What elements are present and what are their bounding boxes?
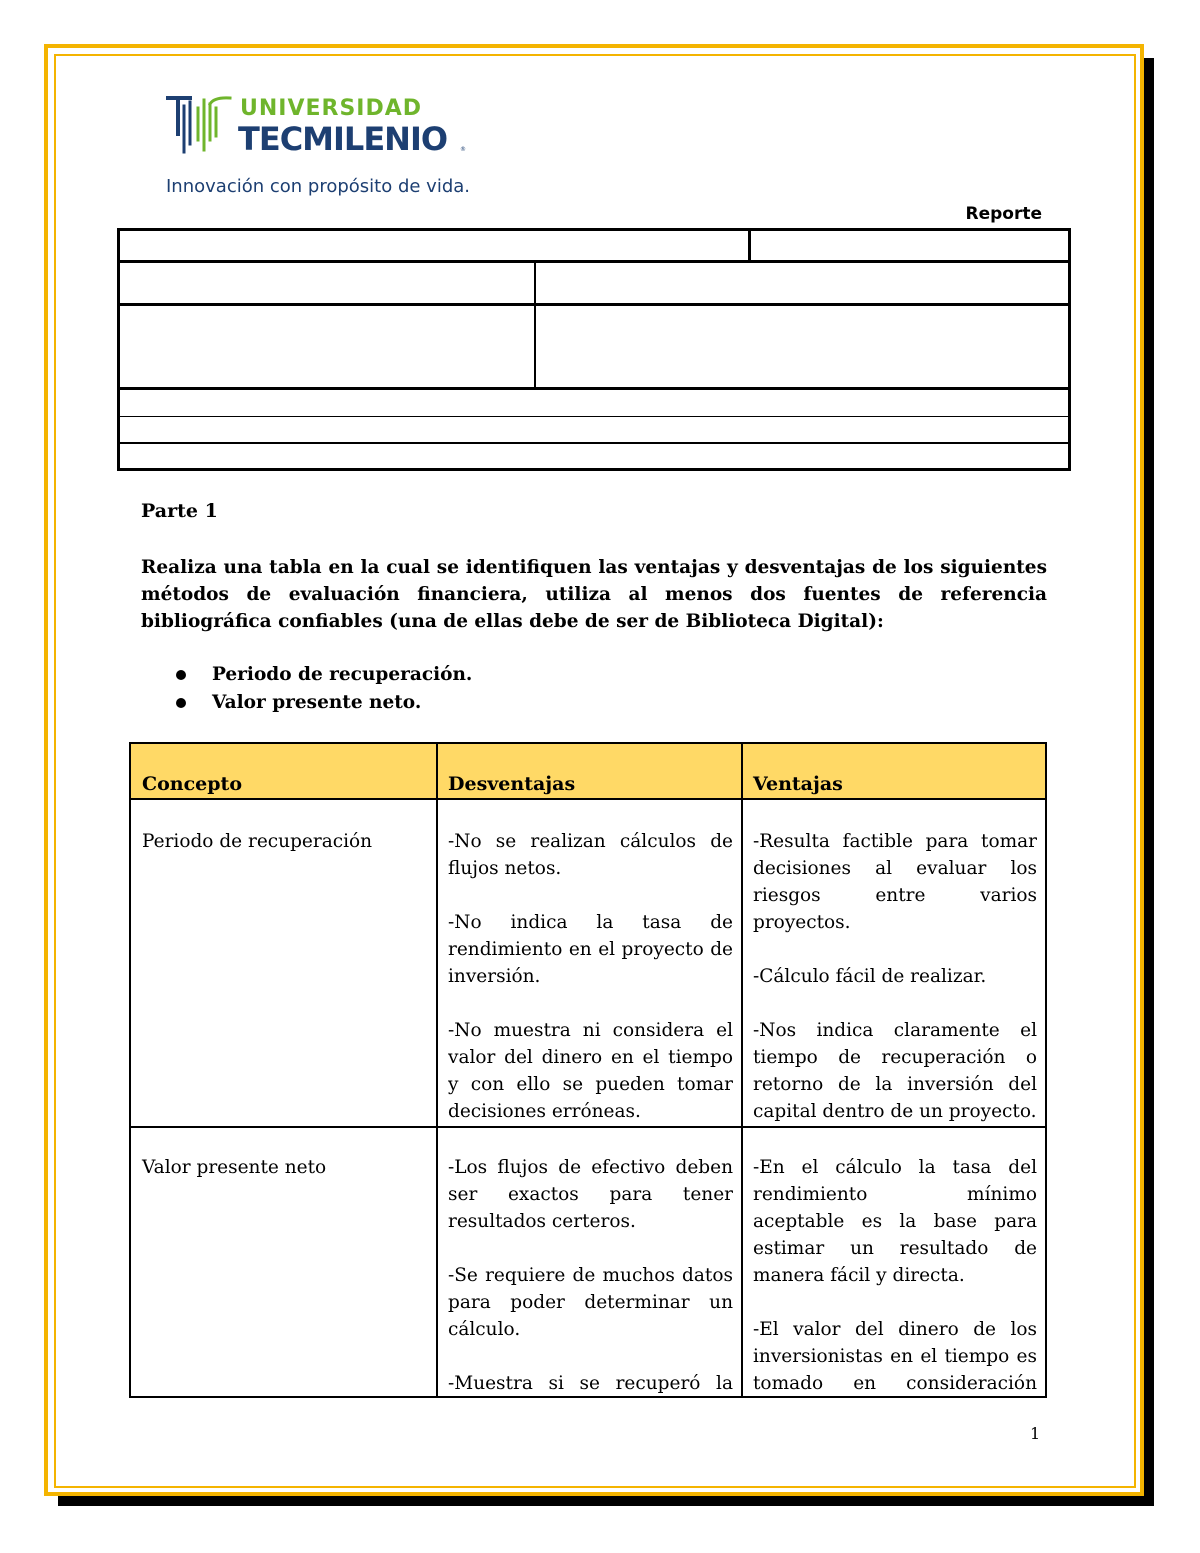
table-cell-paragraph: -El valor del dinero de los inversionistas en el tiempo es tomado en consideración	[753, 1319, 1037, 1394]
info-row-2-divider	[534, 263, 536, 303]
table-cell-paragraph: -Cálculo fácil de realizar.	[753, 966, 987, 987]
row-2-desventajas	[448, 1154, 733, 1396]
table-cell-paragraph: -Resulta factible para tomar decisiones al evaluar los riesgos entre varios proyectos.	[753, 831, 1037, 933]
table-cell-paragraph: -No muestra ni considera el valor del dinero en el tiempo y con ello se pueden tomar decisiones erróneas.	[448, 1020, 733, 1122]
table-cell-paragraph: -Muestra si se recuperó la	[448, 1373, 733, 1394]
info-row-6	[120, 444, 1068, 468]
info-row-2	[120, 263, 1068, 306]
student-info-table	[117, 228, 1071, 471]
table-cell-paragraph: -Los flujos de efectivo deben ser exactos para tener resultados certeros.	[448, 1157, 733, 1232]
header-concepto: Concepto	[142, 773, 243, 795]
info-row-1-divider	[748, 231, 751, 260]
info-row-3	[120, 306, 1068, 390]
row-1-ventajas	[753, 828, 1037, 1124]
method-item-2: Valor presente neto.	[212, 692, 422, 713]
method-list	[176, 661, 472, 717]
bullet-icon	[176, 698, 186, 708]
table-header-row	[131, 744, 1045, 800]
university-logo	[164, 94, 494, 204]
logo-trademark: ®	[460, 146, 466, 153]
logo-name: TECMILENIO	[238, 120, 448, 158]
row-2-concepto: Valor presente neto	[142, 1157, 327, 1178]
comparison-table	[129, 742, 1047, 1398]
info-row-5	[120, 417, 1068, 444]
info-row-4	[120, 390, 1068, 417]
row-1-concepto: Periodo de recuperación	[142, 831, 373, 852]
column-divider-1	[436, 744, 438, 1396]
part-title: Parte 1	[141, 500, 218, 522]
page-number: 1	[1030, 1424, 1041, 1443]
tecmilenio-logo-mark-icon	[164, 94, 236, 156]
logo-slogan: Innovación con propósito de vida.	[166, 176, 471, 197]
table-cell-paragraph: -Nos indica claramente el tiempo de recuperación o retorno de la inversión del capital dentro de un proyecto.	[753, 1020, 1037, 1122]
table-cell-paragraph: -En el cálculo la tasa del rendimiento mínimo aceptable es la base para estimar un resultado de manera fácil y directa.	[753, 1157, 1037, 1286]
table-cell-paragraph: -No se realizan cálculos de flujos netos.	[448, 831, 733, 879]
header-ventajas: Ventajas	[753, 773, 843, 795]
instructions-text: Realiza una tabla en la cual se identifiquen las ventajas y desventajas de los siguientes métodos de evaluación financiera, utiliza al menos dos fuentes de referencia bibliográfica confiables (una de ellas debe de ser de Biblioteca Digital):	[141, 557, 1047, 632]
row-divider	[131, 1126, 1045, 1128]
bullet-icon	[176, 670, 186, 680]
method-item-1: Periodo de recuperación.	[212, 664, 473, 685]
list-item	[176, 689, 472, 717]
list-item	[176, 661, 472, 689]
report-title: Reporte	[965, 204, 1042, 224]
row-2-ventajas	[753, 1154, 1037, 1396]
table-cell-paragraph: -Se requiere de muchos datos para poder determinar un cálculo.	[448, 1265, 733, 1340]
column-divider-2	[741, 744, 743, 1396]
row-1-desventajas	[448, 828, 733, 1124]
info-row-1	[120, 231, 1068, 263]
header-desventajas: Desventajas	[448, 773, 576, 795]
logo-university-label: UNIVERSIDAD	[240, 96, 423, 121]
info-row-3-divider	[534, 306, 536, 387]
table-cell-paragraph: -No indica la tasa de rendimiento en el proyecto de inversión.	[448, 912, 733, 987]
